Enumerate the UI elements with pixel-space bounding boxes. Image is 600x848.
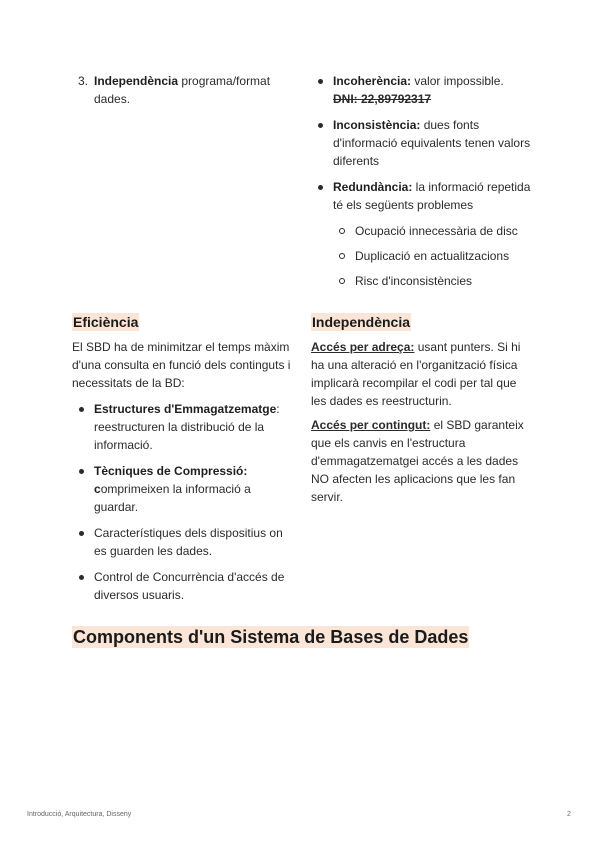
term-label: Incoherència:: [333, 74, 412, 88]
term-label: Estructures d'Emmagatzematge: [94, 402, 277, 416]
list-item-inconsistency: [311, 116, 531, 170]
redundancy-sublist: [333, 222, 531, 290]
term-text: Control de Concurrència d'accés de diversos usuaris.: [94, 570, 285, 602]
list-item: [72, 524, 292, 560]
numbered-list: [72, 72, 292, 108]
item-bold-term: Independència: [94, 74, 179, 88]
list-item: [72, 400, 292, 454]
term-label: Tècniques de Compressió:: [94, 464, 248, 478]
content-access-text: el SBD garanteix que els canvis en l'estructura d'emmagatzematgei accés a les dades NO afecten les aplicacions que les fan servir.: [311, 418, 524, 504]
term-text: Característiques dels dispositius on es guarden les dades.: [94, 526, 283, 558]
list-item-redundancy: [311, 178, 531, 290]
problems-list: [311, 72, 531, 298]
item-text: programa/format dades.: [94, 74, 271, 106]
components-heading: Components d'un Sistema de Bases de Dades: [73, 627, 469, 647]
efficiency-heading: Eficiència: [73, 314, 139, 330]
struck-example: DNI: 22,89792317: [333, 92, 432, 106]
footer-left: Introducció, Arquitectura, Disseny: [27, 811, 132, 818]
term-text: dues fonts d'informació equivalents tenen valors diferents: [333, 118, 531, 168]
address-access-paragraph: [311, 338, 529, 410]
term-text: : reestructuren la distribució de la informació.: [94, 402, 280, 452]
term-text: omprimeixen la informació a guardar.: [94, 482, 251, 514]
term-initial: c: [94, 482, 101, 496]
address-access-label: Accés per adreça:: [311, 340, 415, 354]
sublist-item: Ocupació innecessària de disc: [333, 222, 531, 240]
content-access-label: Accés per contingut:: [311, 418, 431, 432]
sublist-item: Duplicació en actualitzacions: [333, 247, 531, 265]
content-access-paragraph: [311, 416, 529, 506]
sublist-item: Risc d'inconsistències: [333, 272, 531, 290]
efficiency-section: [72, 313, 292, 612]
independence-section: [311, 313, 529, 506]
address-access-text: usant punters. Si hi ha una alteració en l'organització física implicarà recompilar el codi per tal que les dades es reestructurin.: [311, 340, 521, 408]
list-item-incoherence: [311, 72, 531, 108]
list-number: 3.: [78, 74, 89, 88]
efficiency-intro: El SBD ha de minimitzar el temps màxim d'una consulta en funció dels continguts i necessitats de la BD:: [72, 340, 291, 390]
page-number: 2: [567, 811, 571, 818]
list-item: [72, 568, 292, 604]
term-label: Redundància:: [333, 180, 413, 194]
efficiency-list: [72, 400, 292, 604]
term-label: Inconsistència:: [333, 118, 421, 132]
term-text: la informació repetida té els següents problemes: [333, 180, 531, 212]
independence-heading: Independència: [312, 314, 411, 330]
term-text: valor impossible.: [411, 74, 504, 88]
list-item: [72, 72, 292, 108]
list-item: [72, 462, 292, 516]
